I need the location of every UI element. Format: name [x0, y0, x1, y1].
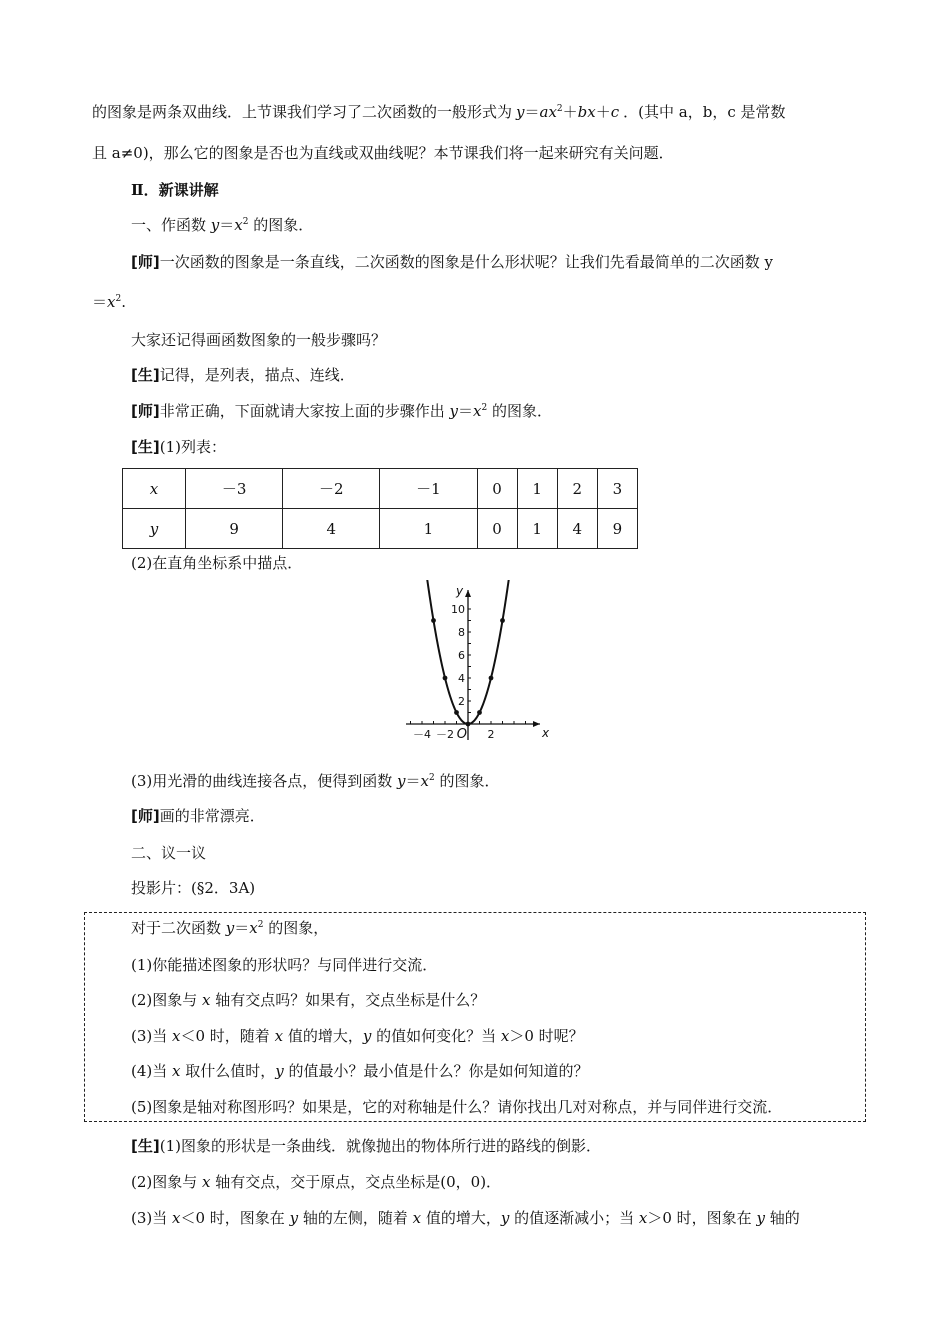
box-question: (5)图象是轴对称图形吗？如果是，它的对称轴是什么？请你找出几对对称点，并与同伴进行交流．: [131, 1098, 783, 1116]
table-cell: 1: [517, 469, 557, 509]
table-cell: 1: [517, 509, 557, 549]
y-axis-label: y: [456, 584, 464, 598]
teacher-label: [师]: [131, 807, 160, 825]
data-point: [466, 722, 471, 727]
box-question: (1)你能描述图象的形状吗？与同伴进行交流．: [131, 956, 438, 974]
paragraph-line: (3)当 x＜0 时，图象在 y 轴的左侧，随着 x 值的增大，y 的值逐渐减小；当 x＞0 时，图象在 y 轴的: [131, 1209, 800, 1227]
y-axis-arrow: [465, 590, 471, 597]
x-axis-arrow: [533, 721, 540, 727]
table-cell: 0: [477, 469, 517, 509]
table-cell: 4: [557, 509, 597, 549]
subheading: 一、作函数 $y=x^2$ 的图象．: [131, 216, 314, 234]
paragraph-line: (2)图象与 x 轴有交点，交于原点，交点坐标是(0，0)．: [131, 1173, 502, 1191]
teacher-line: [师]一次函数的图象是一条直线，二次函数的图象是什么形状呢？让我们先看最简单的二次函数 y: [131, 253, 773, 271]
table-cell: 3: [597, 469, 637, 509]
box-intro: 对于二次函数 $y=x^2$ 的图象，: [131, 919, 329, 937]
x-tick-label: 2: [487, 728, 495, 741]
paragraph-line: 大家还记得画函数图象的一般步骤吗？: [131, 331, 387, 349]
y-tick-label: 6: [458, 649, 465, 662]
table-cell: 2: [557, 469, 597, 509]
table-cell: 9: [597, 509, 637, 549]
table-cell: 1: [380, 509, 477, 549]
data-point: [443, 676, 448, 681]
discussion-box: [84, 912, 866, 1122]
origin-label: O: [456, 727, 467, 742]
parabola-chart: [400, 580, 550, 745]
table-cell: 4: [283, 509, 380, 549]
paragraph-line: 且 a≠0)，那么它的图象是否也为直线或双曲线呢？本节课我们将一起来研究有关问题．: [92, 144, 674, 162]
student-line: [生](1)列表：: [131, 438, 226, 456]
data-point: [500, 618, 505, 623]
student-line: [生]记得，是列表，描点、连线．: [131, 366, 355, 384]
paragraph-line: 投影片：(§2．3A): [131, 879, 256, 897]
paragraph-line: (2)在直角坐标系中描点．: [131, 554, 303, 572]
table-cell: 9: [186, 509, 283, 549]
teacher-label: [师]: [131, 253, 160, 271]
data-point: [454, 710, 459, 715]
student-line: [生](1)图象的形状是一条曲线．就像抛出的物体所行进的路线的倒影．: [131, 1137, 601, 1155]
row-label-x: x: [123, 469, 186, 509]
teacher-line: [师]画的非常漂亮．: [131, 807, 265, 825]
teacher-line: [师]非常正确，下面就请大家按上面的步骤作出 $y=x^2$ 的图象．: [131, 402, 552, 420]
student-label: [生]: [131, 366, 160, 384]
teacher-label: [师]: [131, 402, 160, 420]
x-tick-label: －2: [436, 728, 454, 741]
x-axis-label: x: [542, 726, 550, 740]
box-question: (2)图象与 x 轴有交点吗？如果有，交点坐标是什么？: [131, 991, 486, 1009]
paragraph-line: (3)用光滑的曲线连接各点，便得到函数 $y=x^2$ 的图象．: [131, 772, 500, 790]
box-question: (3)当 x＜0 时，随着 x 值的增大，y 的值如何变化？当 x＞0 时呢？: [131, 1027, 584, 1045]
data-point: [489, 676, 494, 681]
data-point: [431, 618, 436, 623]
x-tick-label: －4: [413, 728, 431, 741]
y-tick-label: 2: [458, 695, 465, 708]
box-question: (4)当 x 取什么值时，y 的值最小？最小值是什么？你是如何知道的？: [131, 1062, 589, 1080]
y-tick-label: 10: [451, 603, 465, 616]
table-cell: －3: [186, 469, 283, 509]
table-row: [123, 509, 638, 549]
value-table: [122, 468, 638, 549]
row-label-y: y: [123, 509, 186, 549]
table-row: [123, 469, 638, 509]
table-cell: －2: [283, 469, 380, 509]
student-label: [生]: [131, 1137, 160, 1155]
section-heading: Ⅱ．新课讲解: [131, 181, 219, 199]
subheading: 二、议一议: [131, 844, 207, 862]
data-point: [477, 710, 482, 715]
y-tick-label: 8: [458, 626, 465, 639]
y-tick-label: 4: [458, 672, 465, 685]
table-cell: －1: [380, 469, 477, 509]
student-label: [生]: [131, 438, 160, 456]
table-cell: 0: [477, 509, 517, 549]
paragraph-line: 的图象是两条双曲线．上节课我们学习了二次函数的一般形式为 $y=ax^2+bx+c$ ．(其中 a，b，c 是常数: [92, 103, 786, 121]
paragraph-line: $=x^2$.: [92, 293, 126, 311]
